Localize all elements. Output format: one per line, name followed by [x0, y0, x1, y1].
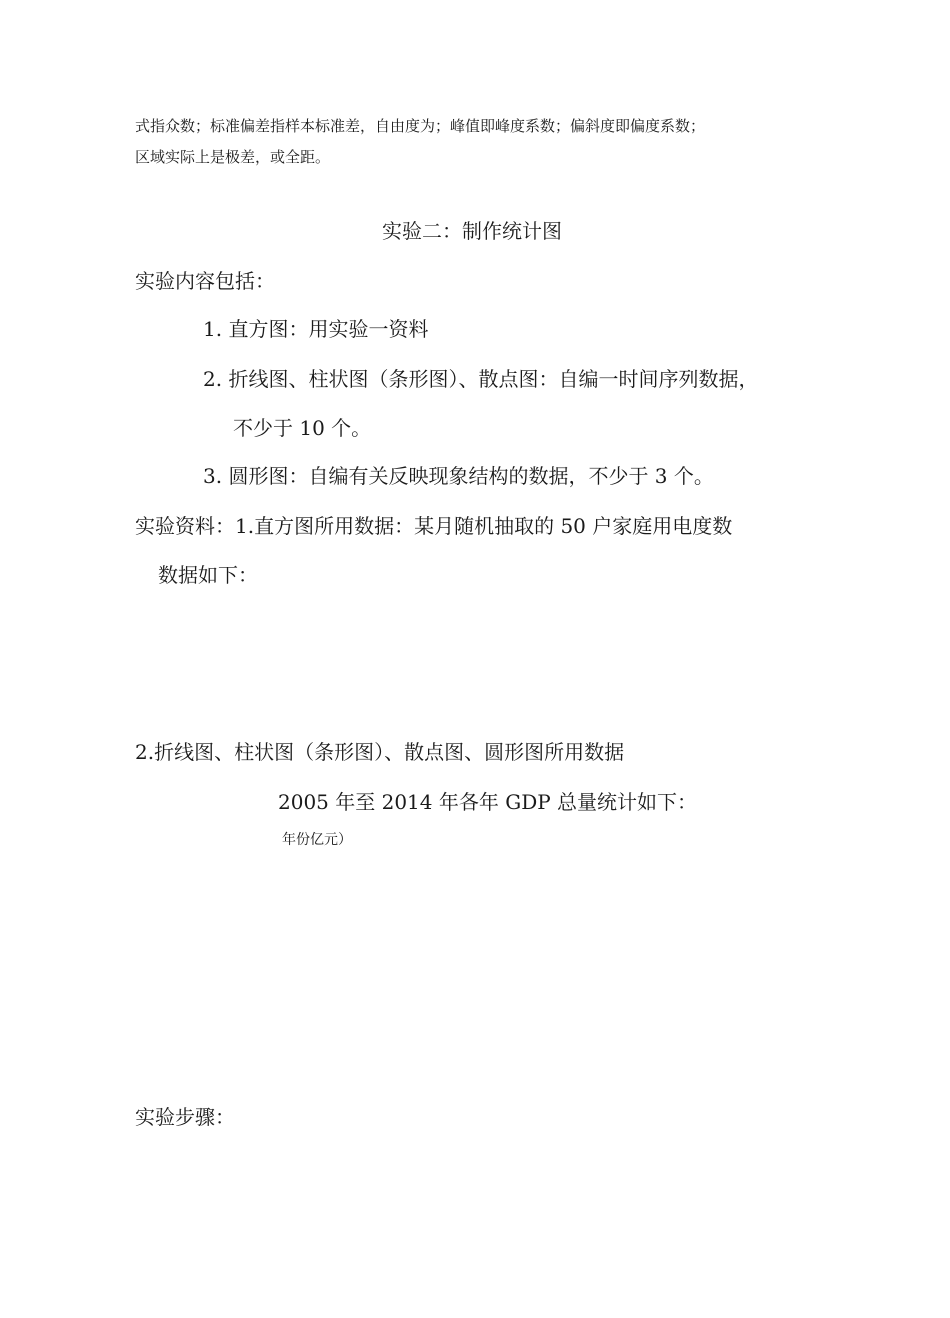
intro-line-2: 区域实际上是极差，或全距。 — [135, 148, 331, 166]
list-item-line-bar-scatter: 2. 折线图、柱状图（条形图）、散点图：自编一时间序列数据， — [203, 367, 759, 391]
experiment-title: 实验二：制作统计图 — [382, 219, 562, 243]
list-item-line-bar-scatter-cont: 不少于 10 个。 — [233, 416, 372, 440]
steps-heading: 实验步骤： — [135, 1105, 235, 1129]
content-heading: 实验内容包括： — [135, 269, 275, 293]
materials-line-2: 数据如下： — [158, 563, 258, 587]
intro-line-1: 式指众数；标准偏差指样本标准差，自由度为；峰值即峰度系数；偏斜度即偏度系数； — [135, 117, 706, 135]
materials-line: 实验资料：1.直方图所用数据：某月随机抽取的 50 户家庭用电度数 — [135, 514, 733, 538]
gdp-title: 2005 年至 2014 年各年 GDP 总量统计如下： — [278, 790, 698, 814]
list-item-histogram: 1. 直方图：用实验一资料 — [203, 317, 429, 341]
list-item-pie: 3. 圆形图：自编有关反映现象结构的数据，不少于 3 个。 — [203, 464, 714, 488]
table-header: 年份亿元） — [282, 832, 352, 848]
section2-heading: 2.折线图、柱状图（条形图）、散点图、圆形图所用数据 — [135, 740, 625, 764]
